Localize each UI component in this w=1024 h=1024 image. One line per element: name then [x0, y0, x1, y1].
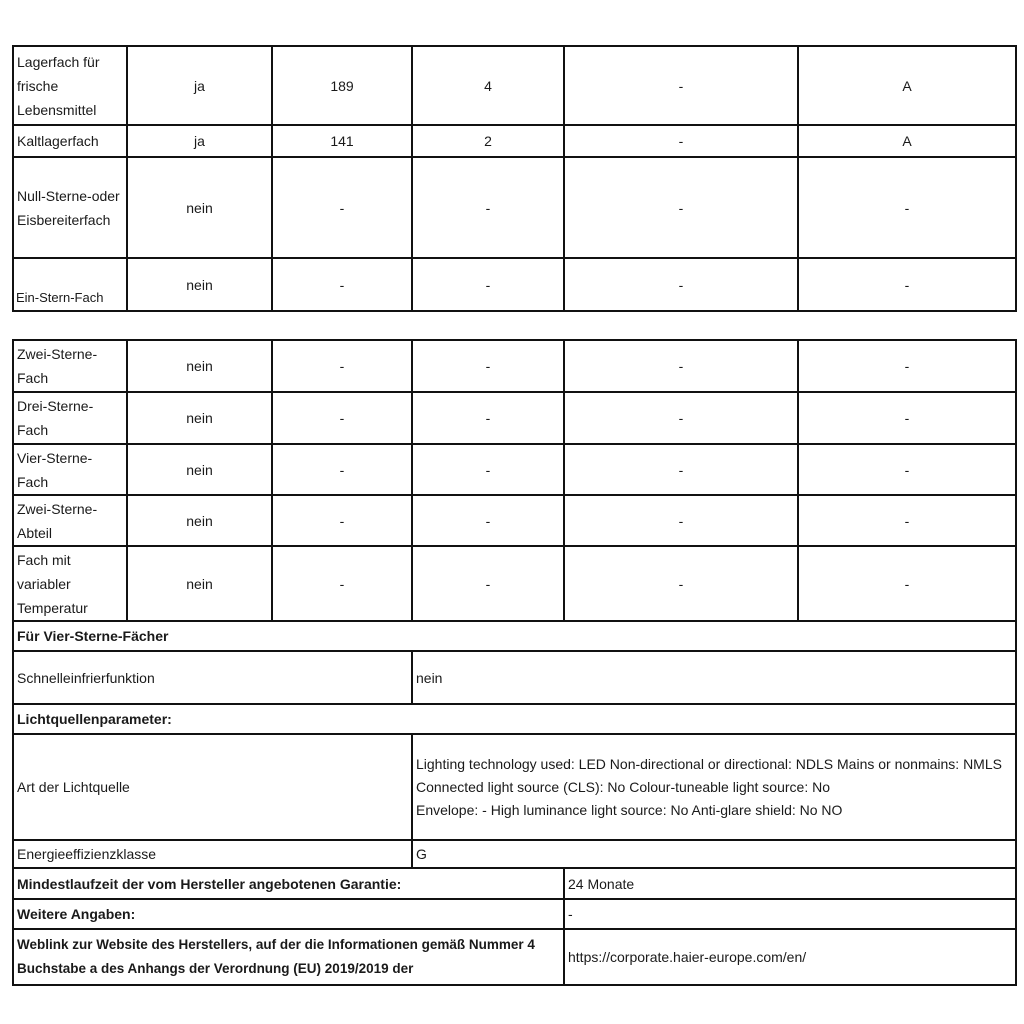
light-type-value [412, 734, 1016, 840]
energy-class-label: Energieeffizienzklasse [13, 840, 412, 868]
weblink-label: Weblink zur Website des Herstellers, auf der die Informationen gemäß Nummer 4 Buchstabe a des Anhangs der Verordnung (EU) 2019/2019 der [13, 929, 564, 985]
compartment-present: nein [127, 258, 272, 311]
table-row [13, 840, 1016, 868]
table-row [13, 157, 1016, 258]
table-row [13, 734, 1016, 840]
compartment-volume: 141 [272, 125, 412, 157]
compartment-label: Null-Sterne-oder Eisbereiterfach [13, 157, 127, 258]
compartment-col5: - [564, 444, 798, 495]
compartment-volume: - [272, 546, 412, 621]
compartment-col5: - [564, 46, 798, 125]
weblink-value[interactable]: https://corporate.haier-europe.com/en/ [564, 929, 1016, 985]
table-row [13, 546, 1016, 621]
light-type-line-1: Lighting technology used: LED Non-directional or directional: NDLS Mains or nonmains: NMLS Connected light source (CLS): No Colour-tuneable light source: No [416, 755, 1002, 795]
compartment-stars: - [412, 495, 564, 546]
compartment-label: Zwei-Sterne-Abteil [13, 495, 127, 546]
compartment-col6: - [798, 495, 1016, 546]
compartment-col6: - [798, 392, 1016, 444]
section-heading-row [13, 704, 1016, 734]
compartment-col5: - [564, 125, 798, 157]
quick-freeze-value: nein [412, 651, 1016, 704]
table-row [13, 46, 1016, 125]
more-info-label: Weitere Angaben: [13, 899, 564, 929]
table-row [13, 258, 1016, 311]
compartment-col5: - [564, 157, 798, 258]
compartment-stars: 4 [412, 46, 564, 125]
table-row [13, 651, 1016, 704]
compartment-label: Ein-Stern-Fach [13, 258, 127, 311]
compartment-label: Fach mit variabler Temperatur [13, 546, 127, 621]
compartment-volume: - [272, 495, 412, 546]
compartment-volume: - [272, 392, 412, 444]
compartment-volume: - [272, 157, 412, 258]
compartment-col6: - [798, 546, 1016, 621]
compartment-col5: - [564, 340, 798, 392]
compartment-label: Vier-Sterne-Fach [13, 444, 127, 495]
compartment-present: nein [127, 495, 272, 546]
compartment-col5: - [564, 392, 798, 444]
compartment-stars: - [412, 258, 564, 311]
light-type-line-2: Envelope: - High luminance light source: No Anti-glare shield: No NO [416, 801, 843, 818]
compartment-col6: - [798, 340, 1016, 392]
light-source-heading: Lichtquellenparameter: [13, 704, 1016, 734]
compartment-volume: - [272, 258, 412, 311]
compartment-col5: - [564, 495, 798, 546]
compartment-volume: - [272, 444, 412, 495]
compartment-col5: - [564, 258, 798, 311]
compartment-present: nein [127, 546, 272, 621]
compartment-label: Drei-Sterne-Fach [13, 392, 127, 444]
compartment-label: Lagerfach für frische Lebensmittel [13, 46, 127, 125]
light-type-label: Art der Lichtquelle [13, 734, 412, 840]
table-row [13, 929, 1016, 985]
table-row [13, 868, 1016, 899]
compartment-col6: A [798, 125, 1016, 157]
compartment-present: nein [127, 444, 272, 495]
compartment-stars: - [412, 340, 564, 392]
more-info-value: - [564, 899, 1016, 929]
table-row [13, 340, 1016, 392]
quick-freeze-label: Schnelleinfrierfunktion [13, 651, 412, 704]
compartment-stars: - [412, 392, 564, 444]
table-row [13, 444, 1016, 495]
warranty-label: Mindestlaufzeit der vom Hersteller angebotenen Garantie: [13, 868, 564, 899]
compartment-volume: - [272, 340, 412, 392]
compartment-stars: 2 [412, 125, 564, 157]
compartment-present: nein [127, 157, 272, 258]
table-row [13, 125, 1016, 157]
warranty-value: 24 Monate [564, 868, 1016, 899]
compartment-stars: - [412, 444, 564, 495]
compartment-col6: - [798, 444, 1016, 495]
section-heading-row [13, 621, 1016, 651]
energy-class-value: G [412, 840, 1016, 868]
compartment-present: nein [127, 340, 272, 392]
compartment-present: nein [127, 392, 272, 444]
table-row [13, 392, 1016, 444]
compartment-stars: - [412, 157, 564, 258]
table-row [13, 899, 1016, 929]
compartment-volume: 189 [272, 46, 412, 125]
compartment-col6: - [798, 258, 1016, 311]
table-row [13, 495, 1016, 546]
compartment-present: ja [127, 46, 272, 125]
compartment-table-1 [12, 45, 1017, 312]
compartment-col6: - [798, 157, 1016, 258]
compartment-label: Zwei-Sterne-Fach [13, 340, 127, 392]
compartment-col6: A [798, 46, 1016, 125]
four-star-heading: Für Vier-Sterne-Fächer [13, 621, 1016, 651]
compartment-present: ja [127, 125, 272, 157]
compartment-stars: - [412, 546, 564, 621]
compartment-table-2 [12, 339, 1017, 986]
compartment-col5: - [564, 546, 798, 621]
compartment-label: Kaltlagerfach [13, 125, 127, 157]
